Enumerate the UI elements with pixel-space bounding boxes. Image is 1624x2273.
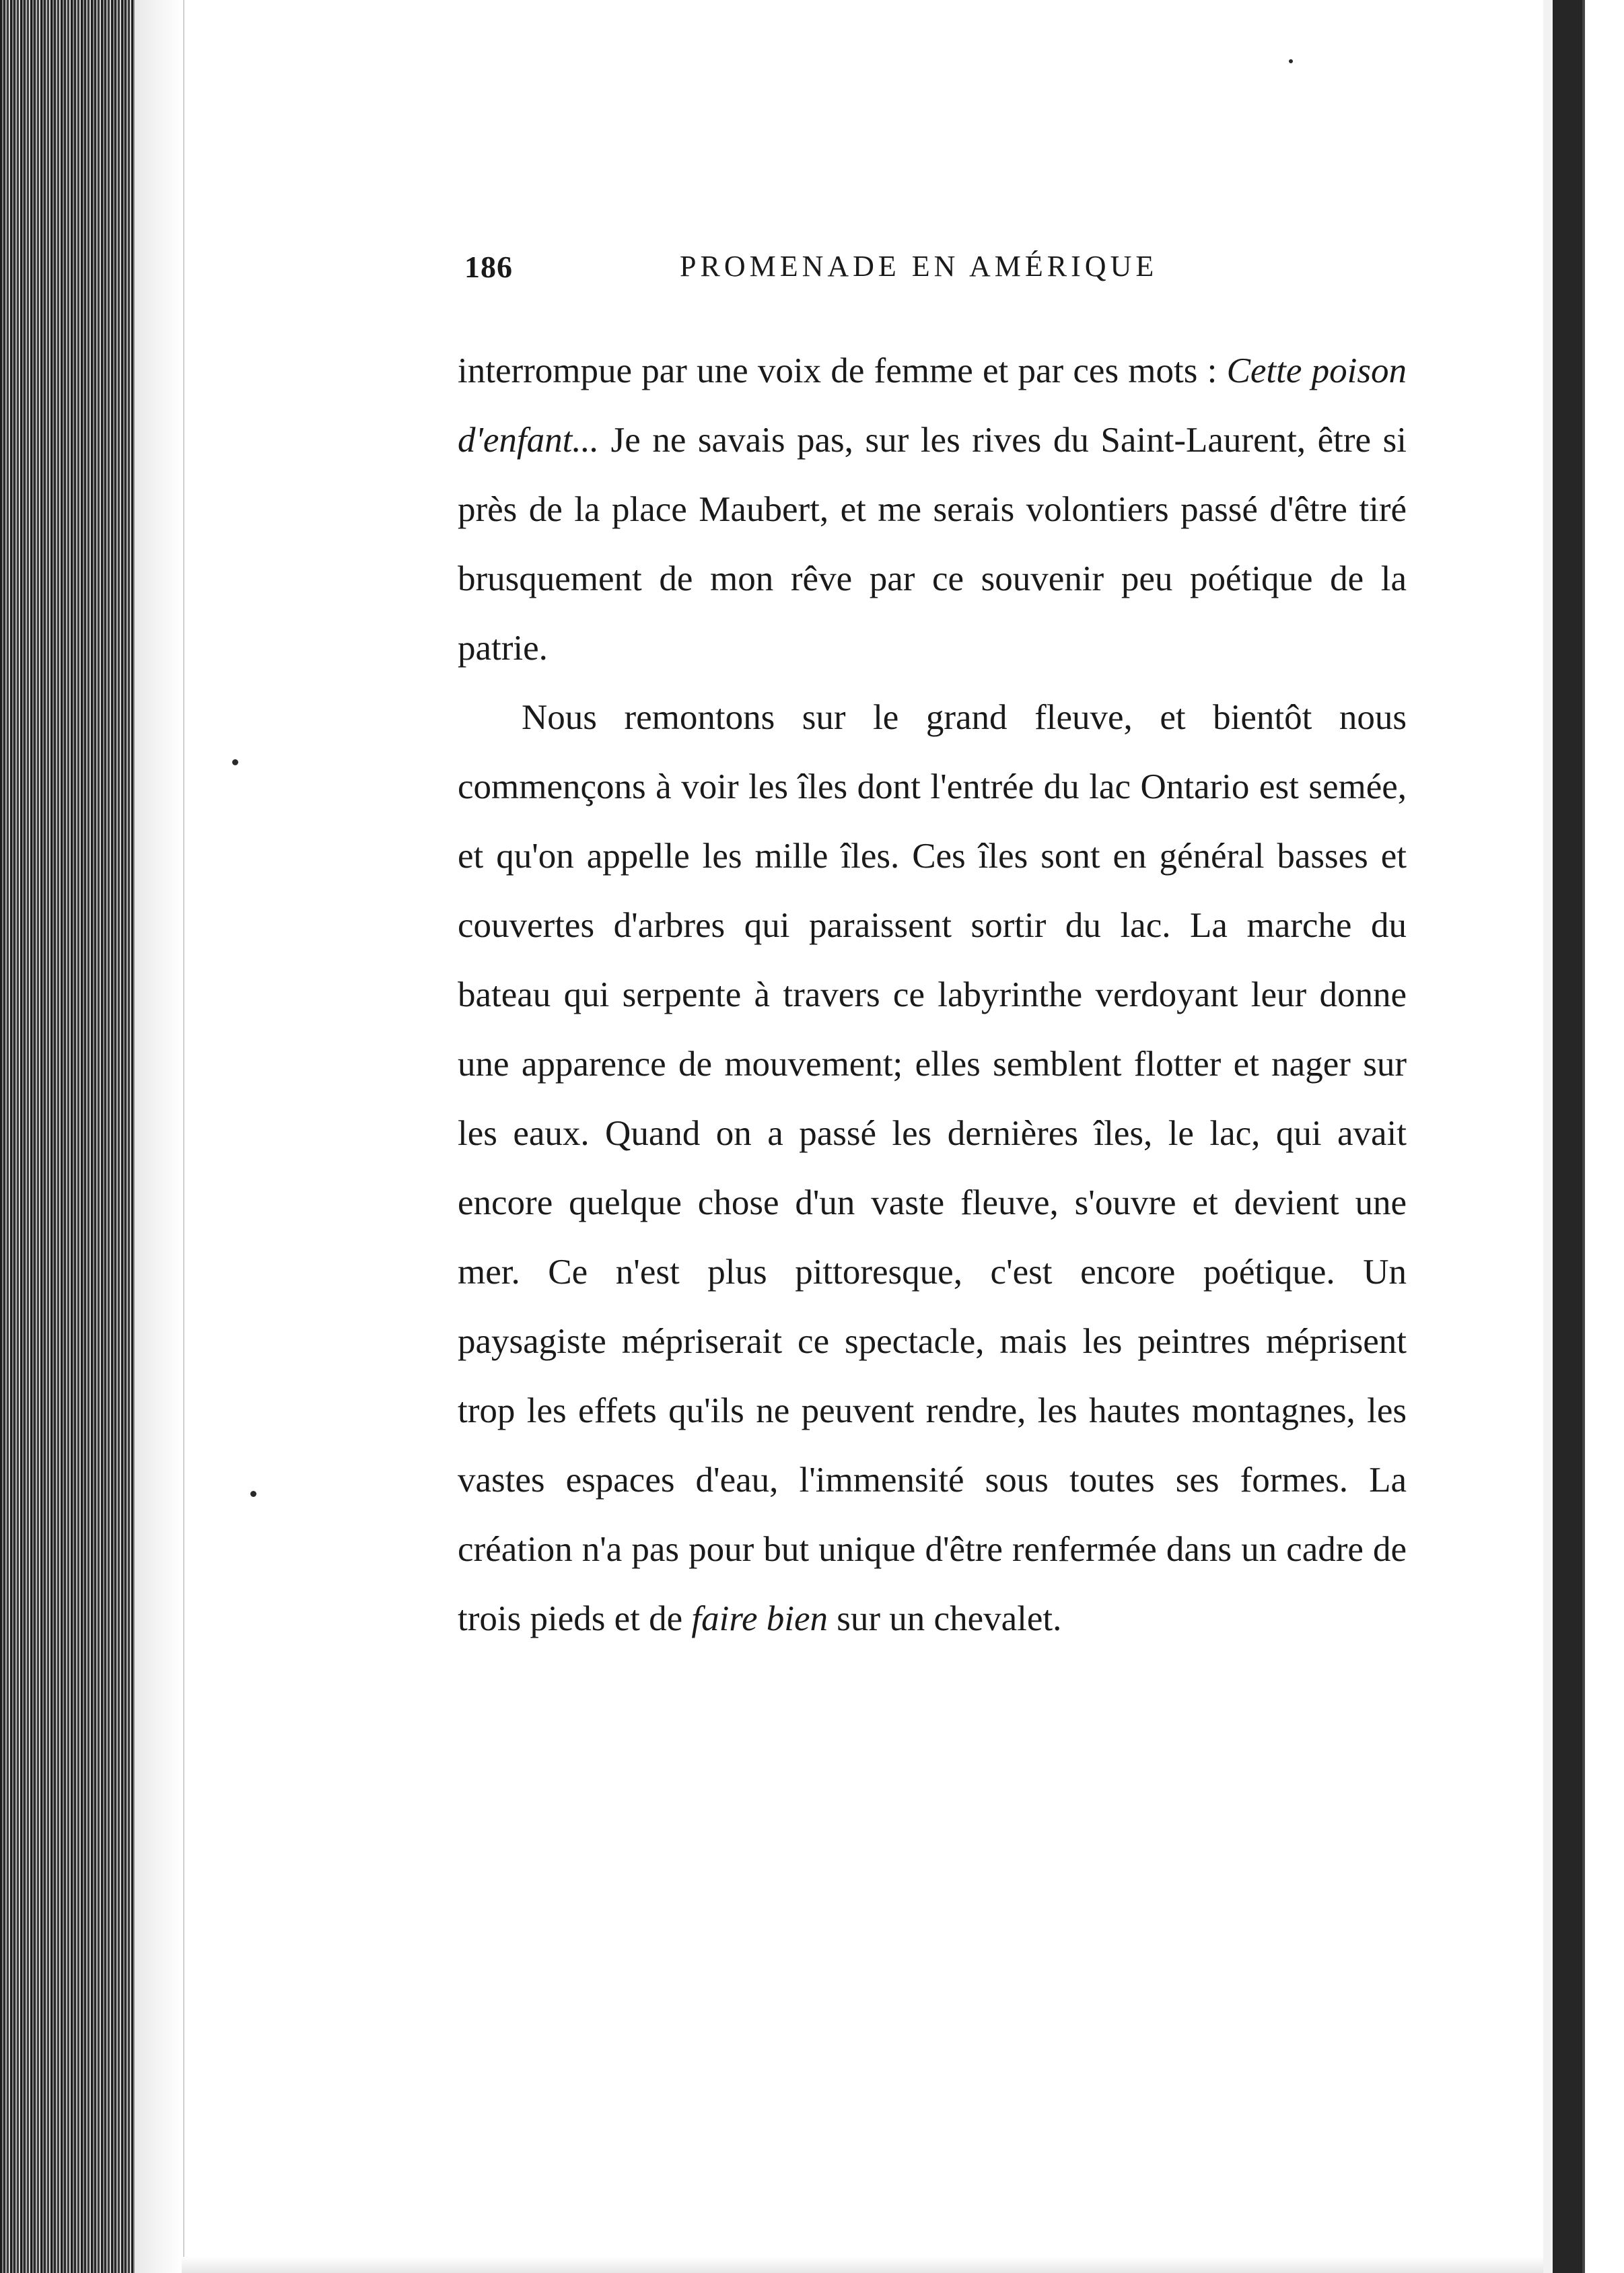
paragraph-2	[458, 683, 1407, 1654]
print-speck	[232, 759, 238, 765]
right-page-edge	[1543, 0, 1624, 2273]
running-title: PROMENADE EN AMÉRIQUE	[680, 250, 1158, 283]
paragraph-2-text-start: Nous remontons sur le grand fleuve, et bientôt nous commençons à voir les îles dont l'entrée du lac Ontario est semée, et qu'on appelle les mille îles. Ces îles sont en général basses et couvertes d'arbres qui paraissent sortir du lac. La marche du bateau qui serpente à travers ce labyrinthe verdoyant leur donne une apparence de mouvement; elles semblent flotter et nager sur les eaux. Quand on a passé les dernières îles, le lac, qui avait encore quelque chose d'un vaste fleuve, s'ouvre et devient une mer. Ce n'est plus pittoresque, c'est encore poétique. Un paysagiste mépriserait ce spectacle, mais les peintres méprisent trop les effets qu'ils ne peuvent rendre, les hautes montagnes, les vastes espaces d'eau, l'immensité sous toutes ses formes. La création n'a pas pour but unique d'être renfermée dans un cadre de trois pieds et de	[458, 698, 1407, 1638]
page-number: 186	[464, 250, 513, 284]
paragraph-2-italic: faire bien	[691, 1599, 828, 1638]
paragraph-1	[458, 337, 1407, 683]
book-gutter-shadow	[135, 0, 182, 2273]
print-speck	[250, 1491, 256, 1497]
paragraph-2-text-end: sur un chevalet.	[828, 1599, 1062, 1638]
body-text	[458, 337, 1407, 1654]
paragraph-1-text-start: interrompue par une voix de femme et par ces mots :	[458, 351, 1227, 390]
page-header	[464, 249, 1205, 296]
paragraph-1-text-end: Je ne savais pas, sur les rives du Saint-Laurent, être si près de la place Maubert, et me serais volontiers passé d'être tiré brusquement de mon rêve par ce souvenir peu poétique de la patrie.	[458, 421, 1407, 668]
gutter-line	[183, 0, 184, 2273]
book-page-edges	[0, 0, 135, 2273]
bottom-page-edge	[182, 2257, 1543, 2273]
print-speck	[1289, 59, 1293, 63]
paragraph-1-italic: Cette poison d'enfant...	[458, 351, 1407, 460]
